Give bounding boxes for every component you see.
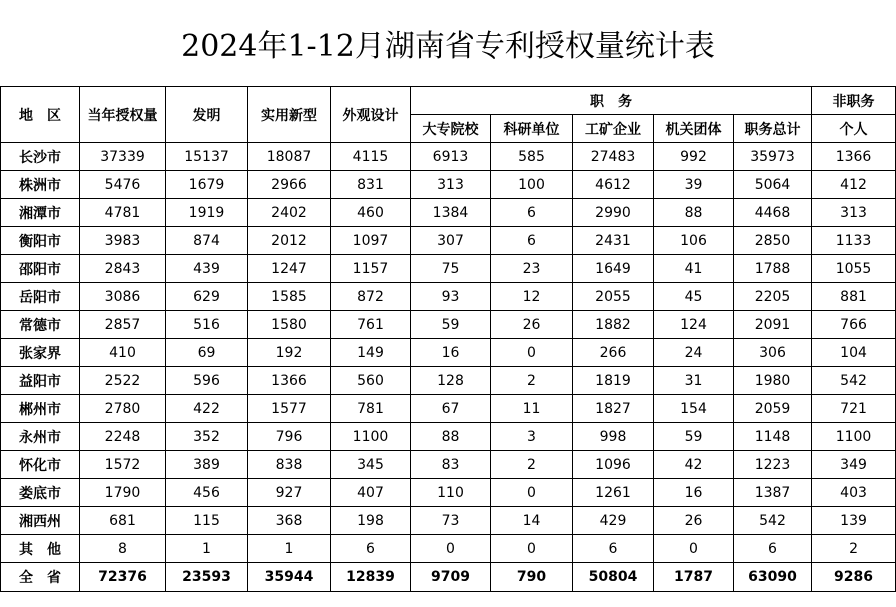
value-cell: 1585: [248, 283, 331, 311]
value-cell: 93: [411, 283, 491, 311]
value-cell: 3983: [80, 227, 166, 255]
value-cell: 4781: [80, 199, 166, 227]
value-cell: 2857: [80, 311, 166, 339]
value-cell: 23: [491, 255, 573, 283]
value-cell: 2522: [80, 367, 166, 395]
value-cell: 6: [734, 535, 812, 563]
value-cell: 2843: [80, 255, 166, 283]
value-cell: 2: [812, 535, 896, 563]
value-cell: 1100: [812, 423, 896, 451]
value-cell: 67: [411, 395, 491, 423]
header-design: 外观设计: [331, 87, 411, 143]
value-cell: 1827: [573, 395, 654, 423]
value-cell: 2059: [734, 395, 812, 423]
header-nonservice-group: 非职务: [812, 87, 896, 115]
value-cell: 403: [812, 479, 896, 507]
page-title: 2024年1-12月湖南省专利授权量统计表: [181, 29, 715, 64]
region-name-cell: 株洲市: [1, 171, 80, 199]
value-cell: 16: [411, 339, 491, 367]
value-cell: 100: [491, 171, 573, 199]
table-row: [1, 507, 896, 535]
header-government: 机关团体: [654, 115, 734, 143]
value-cell: 1097: [331, 227, 411, 255]
value-cell: 992: [654, 143, 734, 171]
value-cell: 796: [248, 423, 331, 451]
value-cell: 59: [654, 423, 734, 451]
value-cell: 2780: [80, 395, 166, 423]
value-cell: 4468: [734, 199, 812, 227]
value-cell: 15137: [166, 143, 248, 171]
region-name-cell: 益阳市: [1, 367, 80, 395]
header-utility: 实用新型: [248, 87, 331, 143]
value-cell: 2055: [573, 283, 654, 311]
value-cell: 6913: [411, 143, 491, 171]
value-cell: 35973: [734, 143, 812, 171]
region-name-cell: 其 他: [1, 535, 80, 563]
value-cell: 266: [573, 339, 654, 367]
value-cell: 104: [812, 339, 896, 367]
value-cell: 422: [166, 395, 248, 423]
value-cell: 368: [248, 507, 331, 535]
value-cell: 26: [654, 507, 734, 535]
value-cell: 2: [491, 451, 573, 479]
value-cell: 41: [654, 255, 734, 283]
value-cell: 1055: [812, 255, 896, 283]
value-cell: 542: [734, 507, 812, 535]
value-cell: 12839: [331, 563, 411, 592]
table-row: [1, 171, 896, 199]
value-cell: 2012: [248, 227, 331, 255]
value-cell: 721: [812, 395, 896, 423]
value-cell: 72376: [80, 563, 166, 592]
value-cell: 2990: [573, 199, 654, 227]
value-cell: 872: [331, 283, 411, 311]
value-cell: 154: [654, 395, 734, 423]
value-cell: 139: [812, 507, 896, 535]
value-cell: 1787: [654, 563, 734, 592]
value-cell: 1100: [331, 423, 411, 451]
value-cell: 2205: [734, 283, 812, 311]
value-cell: 1788: [734, 255, 812, 283]
value-cell: 83: [411, 451, 491, 479]
value-cell: 9286: [812, 563, 896, 592]
region-name-cell: 郴州市: [1, 395, 80, 423]
value-cell: 50804: [573, 563, 654, 592]
value-cell: 2431: [573, 227, 654, 255]
value-cell: 198: [331, 507, 411, 535]
table-row: [1, 535, 896, 563]
value-cell: 1: [166, 535, 248, 563]
value-cell: 23593: [166, 563, 248, 592]
header-region: 地 区: [1, 87, 80, 143]
value-cell: 2: [491, 367, 573, 395]
value-cell: 1133: [812, 227, 896, 255]
value-cell: 3086: [80, 283, 166, 311]
value-cell: 192: [248, 339, 331, 367]
value-cell: 0: [654, 535, 734, 563]
value-cell: 1679: [166, 171, 248, 199]
patent-statistics-table: [0, 86, 896, 592]
region-name-cell: 湘潭市: [1, 199, 80, 227]
value-cell: 1148: [734, 423, 812, 451]
header-individual: 个人: [812, 115, 896, 143]
value-cell: 2966: [248, 171, 331, 199]
value-cell: 5064: [734, 171, 812, 199]
value-cell: 0: [491, 535, 573, 563]
value-cell: 389: [166, 451, 248, 479]
table-row: [1, 199, 896, 227]
region-name-cell: 衡阳市: [1, 227, 80, 255]
value-cell: 88: [411, 423, 491, 451]
value-cell: 1: [248, 535, 331, 563]
value-cell: 412: [812, 171, 896, 199]
table-row: [1, 143, 896, 171]
region-name-cell: 娄底市: [1, 479, 80, 507]
table-row: [1, 395, 896, 423]
value-cell: 1580: [248, 311, 331, 339]
table-row: [1, 367, 896, 395]
value-cell: 2850: [734, 227, 812, 255]
value-cell: 345: [331, 451, 411, 479]
value-cell: 1366: [812, 143, 896, 171]
table-row: [1, 255, 896, 283]
value-cell: 0: [491, 479, 573, 507]
value-cell: 6: [491, 199, 573, 227]
value-cell: 106: [654, 227, 734, 255]
region-name-cell: 湘西州: [1, 507, 80, 535]
value-cell: 629: [166, 283, 248, 311]
value-cell: 881: [812, 283, 896, 311]
value-cell: 1223: [734, 451, 812, 479]
value-cell: 1157: [331, 255, 411, 283]
value-cell: 31: [654, 367, 734, 395]
table-row: [1, 479, 896, 507]
value-cell: 516: [166, 311, 248, 339]
value-cell: 838: [248, 451, 331, 479]
value-cell: 110: [411, 479, 491, 507]
value-cell: 2091: [734, 311, 812, 339]
value-cell: 1387: [734, 479, 812, 507]
value-cell: 4115: [331, 143, 411, 171]
value-cell: 4612: [573, 171, 654, 199]
value-cell: 596: [166, 367, 248, 395]
header-university: 大专院校: [411, 115, 491, 143]
value-cell: 306: [734, 339, 812, 367]
value-cell: 3: [491, 423, 573, 451]
value-cell: 307: [411, 227, 491, 255]
header-service-total: 职务总计: [734, 115, 812, 143]
value-cell: 460: [331, 199, 411, 227]
value-cell: 313: [411, 171, 491, 199]
table-row: [1, 451, 896, 479]
value-cell: 1919: [166, 199, 248, 227]
value-cell: 1572: [80, 451, 166, 479]
value-cell: 115: [166, 507, 248, 535]
value-cell: 681: [80, 507, 166, 535]
value-cell: 831: [331, 171, 411, 199]
value-cell: 1366: [248, 367, 331, 395]
value-cell: 16: [654, 479, 734, 507]
value-cell: 35944: [248, 563, 331, 592]
table-total-row: [1, 563, 896, 592]
value-cell: 0: [491, 339, 573, 367]
value-cell: 1384: [411, 199, 491, 227]
value-cell: 1096: [573, 451, 654, 479]
header-total: 当年授权量: [80, 87, 166, 143]
region-name-cell: 长沙市: [1, 143, 80, 171]
value-cell: 42: [654, 451, 734, 479]
value-cell: 352: [166, 423, 248, 451]
region-name-cell: 永州市: [1, 423, 80, 451]
value-cell: 37339: [80, 143, 166, 171]
value-cell: 39: [654, 171, 734, 199]
value-cell: 59: [411, 311, 491, 339]
value-cell: 349: [812, 451, 896, 479]
header-service-group: 职 务: [411, 87, 812, 115]
value-cell: 73: [411, 507, 491, 535]
value-cell: 0: [411, 535, 491, 563]
value-cell: 149: [331, 339, 411, 367]
value-cell: 1247: [248, 255, 331, 283]
value-cell: 1882: [573, 311, 654, 339]
table-row: [1, 311, 896, 339]
value-cell: 6: [491, 227, 573, 255]
value-cell: 761: [331, 311, 411, 339]
value-cell: 2402: [248, 199, 331, 227]
value-cell: 410: [80, 339, 166, 367]
table-row: [1, 339, 896, 367]
value-cell: 69: [166, 339, 248, 367]
value-cell: 1261: [573, 479, 654, 507]
region-name-cell: 常德市: [1, 311, 80, 339]
value-cell: 874: [166, 227, 248, 255]
value-cell: 766: [812, 311, 896, 339]
value-cell: 6: [573, 535, 654, 563]
value-cell: 781: [331, 395, 411, 423]
value-cell: 9709: [411, 563, 491, 592]
value-cell: 75: [411, 255, 491, 283]
value-cell: 63090: [734, 563, 812, 592]
value-cell: 11: [491, 395, 573, 423]
value-cell: 407: [331, 479, 411, 507]
value-cell: 1980: [734, 367, 812, 395]
header-industry: 工矿企业: [573, 115, 654, 143]
value-cell: 313: [812, 199, 896, 227]
value-cell: 18087: [248, 143, 331, 171]
value-cell: 5476: [80, 171, 166, 199]
table-body: [1, 143, 896, 592]
value-cell: 2248: [80, 423, 166, 451]
value-cell: 1649: [573, 255, 654, 283]
region-name-cell: 怀化市: [1, 451, 80, 479]
region-name-cell: 全 省: [1, 563, 80, 592]
header-invention: 发明: [166, 87, 248, 143]
value-cell: 12: [491, 283, 573, 311]
region-name-cell: 张家界: [1, 339, 80, 367]
value-cell: 8: [80, 535, 166, 563]
value-cell: 560: [331, 367, 411, 395]
table-row: [1, 423, 896, 451]
value-cell: 927: [248, 479, 331, 507]
value-cell: 124: [654, 311, 734, 339]
region-name-cell: 邵阳市: [1, 255, 80, 283]
value-cell: 6: [331, 535, 411, 563]
value-cell: 27483: [573, 143, 654, 171]
table-row: [1, 283, 896, 311]
value-cell: 88: [654, 199, 734, 227]
header-row-top: [1, 87, 896, 115]
value-cell: 24: [654, 339, 734, 367]
value-cell: 1577: [248, 395, 331, 423]
value-cell: 998: [573, 423, 654, 451]
value-cell: 790: [491, 563, 573, 592]
value-cell: 1790: [80, 479, 166, 507]
value-cell: 14: [491, 507, 573, 535]
value-cell: 429: [573, 507, 654, 535]
value-cell: 1819: [573, 367, 654, 395]
value-cell: 128: [411, 367, 491, 395]
table-row: [1, 227, 896, 255]
value-cell: 45: [654, 283, 734, 311]
value-cell: 542: [812, 367, 896, 395]
region-name-cell: 岳阳市: [1, 283, 80, 311]
value-cell: 439: [166, 255, 248, 283]
value-cell: 26: [491, 311, 573, 339]
value-cell: 585: [491, 143, 573, 171]
header-research: 科研单位: [491, 115, 573, 143]
value-cell: 456: [166, 479, 248, 507]
